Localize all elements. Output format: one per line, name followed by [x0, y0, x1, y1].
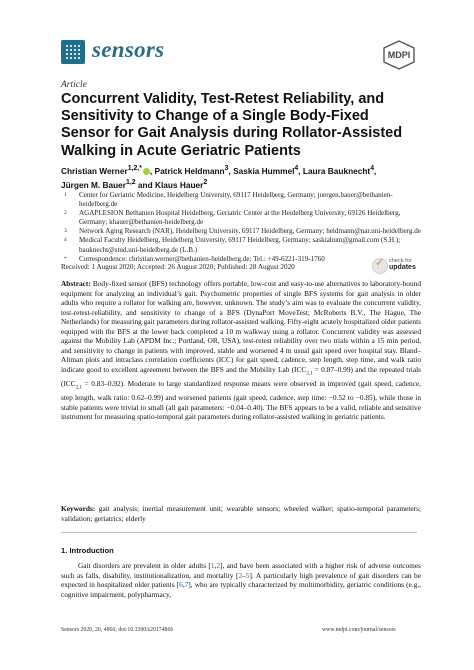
section-heading: 1. Introduction — [61, 546, 114, 555]
orcid-icon[interactable] — [143, 168, 150, 175]
publication-dates: Received: 1 August 2020; Accepted: 26 August 2020; Published: 28 August 2020 — [61, 263, 295, 271]
author-name[interactable]: , Laura Bauknecht — [298, 165, 371, 176]
affiliation-item: 4 Medical Faculty Heidelberg, Heidelberg University, 69117 Heidelberg, Germany; saskiahum@gmail.com (S.H.); bauknecht@stud.uni-heidelberg.de (L.B.) — [64, 236, 401, 254]
author-name[interactable]: , Patrick Heldmann — [149, 165, 225, 176]
author-name[interactable]: Christian Werner — [61, 165, 128, 176]
affiliation-item: 1 Center for Geriatric Medicine, Heidelberg University, 69117 Heidelberg, Germany; juergen.bauer@bethanien-heidelberg.de — [64, 191, 393, 209]
citation-link[interactable]: 7 — [184, 580, 189, 590]
citation-link[interactable]: 6 — [179, 580, 183, 590]
publisher-name: MDPI — [387, 50, 411, 60]
citation-link[interactable]: 1 — [210, 561, 215, 570]
affiliation-item: 3 Network Aging Research (NAR), Heidelberg University, 69117 Heidelberg, Germany; heldmann@nar.uni-heidelberg.de — [64, 227, 421, 236]
citation-link[interactable]: 2 — [216, 561, 221, 570]
correspondence: * Correspondence: christian.werner@bethanien-heidelberg.de; Tel.: +49-6221-319-1760 — [64, 254, 325, 263]
author-name[interactable]: , Saskia Hummel — [228, 165, 295, 176]
citation-link[interactable]: 2 — [238, 570, 243, 580]
author-name[interactable]: and Klaus Hauer — [135, 179, 204, 190]
section-divider — [61, 532, 417, 533]
footer-journal-url[interactable]: www.mdpi.com/journal/sensors — [322, 627, 396, 633]
author-name[interactable]: Jürgen M. Bauer — [61, 179, 127, 190]
check-for-updates-button[interactable]: ✓ check for updates — [372, 257, 418, 279]
keywords: Keywords: gait analysis; inertial measurement unit; wearable sensors; wheeled walker; spatio-temporal parameters; validation; geriatrics; elderly — [61, 504, 421, 523]
article-type: Article — [61, 80, 87, 90]
affiliation-item: 2 AGAPLESION Bethanien Hospital Heidelberg, Geriatric Center at the Heidelberg University, 69126 Heidelberg, Germany; khauer@bethanien-heidelberg.de — [64, 209, 401, 227]
paper-title: Concurrent Validity, Test-Retest Reliability, and Sensitivity to Change of a Single Body-Fixed Sensor for Gait Analysis during Rollator-Assisted Walking in Acute Geriatric Patients — [61, 91, 403, 159]
mdpi-logo — [382, 40, 416, 70]
intro-paragraph: Gait disorders are prevalent in older adults [1,2], and have been associated with a higher risk of adverse outcomes such as falls, disability, institutionalization, and mortality [2–5]. A particularly high prevalence of gait disorders can be expected in hospitalized older patients [6,7], who are typically characterized by multimorbidity, geriatric conditions (e.g., cognitive impairment, polypharmacy, — [61, 561, 422, 599]
footer-citation: Sensors 2020, 20, 4866; doi:10.3390/s20174866 — [61, 627, 174, 633]
journal-name: sensors — [92, 37, 165, 62]
journal-logo-icon — [61, 40, 85, 64]
citation-link[interactable]: 5 — [245, 570, 250, 580]
author-list: Christian Werner$^{1,2,*}$ , Patrick Heldmann$^3$, Saskia Hummel$^4$, Laura Bauknecht$^4$, Jürgen M. Bauer$^{1,2}$ and Klaus Hauer$^2$ — [61, 165, 377, 190]
affiliation-list — [61, 191, 426, 264]
abstract: Abstract: Body-fixed sensor (BFS) technology offers portable, low-cost and easy-to-use alternatives to laboratory-bound equipment for analyzing an individual’s gait. Psychometric properties of single BFS systems for gait analysis in older adults who require a rollator for walking are, however, unknown. The study’s aim was to evaluate the concurrent validity, test-retest-reliability, and sensitivity to change of a BFS (DynaPort MoveTest; McRoberts B.V., The Hague, The Netherlands) for measuring gait parameters during rollator-assisted walking. Fifty-eight acutely hospitalized older patients equipped with the BFS at the lower back completed a 10 m walkway using a rollator. Concurrent validity was assessed against the Mobility Lab (APDM Inc.; Portland, OR, USA), test-retest reliability over two trials within a 15 min period, and sensitivity to change in patients with improved, stable and worsened 4 m usual gait speed over hospital stay. Bland–Altman plots and intraclass correlation coefficients (ICC) for gait speed, cadence, step length, step time, and walk ratio indicate good to excellent agreement between the BFS and the Mobility Lab $(ICC_{2,1} = 0.87-0.99)$ and the repeated trials $(ICC_{2,1} = 0.83-0.92)$. Moderate to large standardized response means were observed in improved (gait speed, cadence, step length, walk ratio: 0.62–0.99) and worsened patients (gait speed, cadence, step time: −0.52 to −0.85), while those in stable patients were trivial to small (all gait parameters: −0.04–0.40). The BFS appears to be a valid, reliable and sensitive instrument for measuring spatio-temporal gait parameters during rollator-assisted walking in geriatric patients. — [61, 279, 421, 422]
